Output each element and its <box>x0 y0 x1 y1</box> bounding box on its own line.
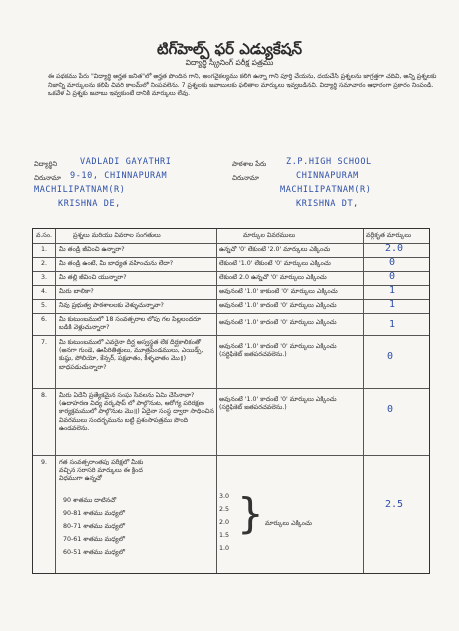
range-mark-3: 2.0 <box>219 519 230 526</box>
row-9-question: గత సంవత్సరాంతపు పరీక్షలో మీకు వచ్చిన సరాసరి మార్కులు ఈ క్రింద విధముగా ఉన్నచో <box>59 459 144 483</box>
row-9-score: 2.5 <box>385 499 404 510</box>
row-9-no: 9. <box>40 459 47 466</box>
row-6-question: మీ కుటుంబములో 18 సంవత్సరాల లోపు గల పిల్లలందరూ బడికి వెళ్లుచున్నారా? <box>59 316 202 332</box>
student-address-label: చిరునామా <box>34 174 61 182</box>
header-score: వర్గీకృత మార్కులు <box>366 232 412 239</box>
row-1-question: మీ తండ్రి జీవించి ఉన్నారా? <box>59 246 125 253</box>
row-2-question: మీ తండ్రి ఉంటే, మీ బాధ్యత వహించును లేదా? <box>59 260 174 267</box>
row-8-no: 8. <box>40 392 47 399</box>
student-address-line1: 9-10, CHINNAPURAM <box>70 171 168 181</box>
student-name-value: VADLADI GAYATHRI <box>80 157 172 167</box>
header-marks: మార్కుల వివరములు <box>243 232 296 239</box>
row-8-question: మీరు ఏదేనీ ప్రత్యేకమైన సంఘ సేవలను ఏమి చేసినావా? (ఉదాహరణ విద్య వర్కషాప్ లో పాల్గొనుట, ఆరోగ్య పరిరక్షణ కార్యక్రమములో పాల్గొనుట మొ॥) ఏదైనా సంస్థ ద్వారా సాధించిన వివరములు సందర్భమును బట్టి ప్రశంసాపత్రము పొంది ఉండవలెను. <box>59 392 214 432</box>
row-3-score: 0 <box>389 271 396 282</box>
screening-table <box>32 228 430 574</box>
row-9-marks: మార్కులు ఎక్కించు <box>265 520 312 527</box>
row-6-no: 6. <box>40 316 47 323</box>
range-3: 80-71 శాతము మధ్యలో <box>63 523 126 530</box>
row-4-no: 4. <box>40 288 47 295</box>
row-2-marks: లేకుంటే '1.0' లేకుంటే '0' మార్కులు ఎక్కించు <box>219 260 331 267</box>
row-3-question: మీ తల్లి జీవించి యున్నారా? <box>59 274 127 281</box>
row-4-score: 1 <box>389 285 396 296</box>
row-2-score: 0 <box>389 257 396 268</box>
row-5-marks: అవునంటే '1.0' కాదంటే '0' మార్కులు ఎక్కించు <box>219 302 337 309</box>
row-1-no: 1. <box>40 246 47 253</box>
instructions-paragraph: ఈ పథకము పేరు "విద్యార్థి అర్హత జనిత"లో అర్హత పొందిన గాని, అంగవైకల్యము కలిగి ఉన్నా గాని పూర్తి చేయను, దయచేసి ప్రశ్నలను జాగ్రత్తగా చదివి, అన్ని ప్రశ్నలకు నిజాన్ని మార్కులను కలిపి చివరి కాలమ్‌లో నింపవలెను. 7 ప్రశ్నలకు జవాబులకు ఫలితాల మార్కులు ఇవ్వబడినవి. విద్యార్థి సమాచారం ఆధారంగా ప్రకారం నింపండి. ఒకవేళ ఏ ప్రశ్నకు జవాబు ఇవ్వకుంటే దానికి మార్కులు లేవు. <box>48 73 437 98</box>
row-8-score: 0 <box>387 404 394 415</box>
student-address-line2: MACHILIPATNAM(R) <box>34 185 126 195</box>
school-address-line3: KRISHNA DT, <box>296 199 359 209</box>
row-7-no: 7. <box>40 339 47 346</box>
student-address-line3: KRISHNA DE, <box>58 199 121 209</box>
row-5-score: 1 <box>389 299 396 310</box>
range-2: 90-81 శాతము మధ్యలో <box>63 510 126 517</box>
range-mark-5: 1.0 <box>219 545 230 552</box>
row-3-marks: లేకుంటే 2.0 ఉన్నచో '0' మార్కులు ఎక్కించు <box>219 274 327 281</box>
form-title: టిగ్‌హెల్ప్ ఫర్ ఎడ్యుకేషన్ <box>157 40 302 58</box>
row-3-no: 3. <box>40 274 47 281</box>
grouping-brace: } <box>237 489 264 538</box>
school-name-label: పాఠశాల పేరు <box>232 160 267 168</box>
range-5: 60-51 శాతము మధ్యలో <box>63 549 126 556</box>
row-4-marks: అవునంటే '1.0' కాకుంటే '0' మార్కులు ఎక్కించు <box>219 288 338 295</box>
row-8-marks: అవునంటే '1.0' కాదంటే '0' మార్కులు ఎక్కించు (సర్టిఫికెట్ జతపరచవలెను.) <box>219 396 337 412</box>
school-address-label: చిరునామా <box>232 174 259 182</box>
school-address-line1: CHINNAPURAM <box>296 171 359 181</box>
range-mark-1: 3.0 <box>219 493 230 500</box>
range-1: 90 శాతము దాటినచో <box>63 497 117 504</box>
row-7-question: మీ కుటుంబములో ఎవరైనా దీర్ఘ అస్వస్థత లేక దీర్ఘకాలికంతో (అనగా గుండె, ఊపిరితిత్తులు, మూత్రపిండములు, ఎయిడ్స్, కుష్ఠు, పోలియో, కేన్సర్, పక్షవాతం, కీళ్ళవాతం మొ॥) బాధపడుచున్నారా? <box>59 339 204 371</box>
range-4: 70-61 శాతము మధ్యలో <box>63 536 126 543</box>
row-2-no: 2. <box>40 260 47 267</box>
school-name-value: Z.P.HIGH SCHOOL <box>286 157 372 167</box>
form-subtitle: విద్యార్థి స్క్రీనింగ్ పరీక్ష పత్రము <box>185 58 274 67</box>
row-6-marks: అవునంటే '1.0' కాదంటే '0' మార్కులు ఎక్కించు <box>219 319 337 326</box>
range-mark-2: 2.5 <box>219 506 230 513</box>
range-mark-4: 1.5 <box>219 532 230 539</box>
row-4-question: మీరు బాలికా? <box>59 288 94 295</box>
row-7-marks: అవునంటే '1.0' కాదంటే '0' మార్కులు ఎక్కించు (సర్టిఫికెట్ జతపరచవలెను.) <box>219 343 337 359</box>
row-1-score: 2.0 <box>385 243 404 254</box>
row-5-no: 5. <box>40 302 47 309</box>
school-address-line2: MACHILIPATNAM(R) <box>280 185 372 195</box>
header-question: ప్రశ్నలు మరియు వివరాల సంగతులు <box>73 232 161 239</box>
row-5-question: నీవు ప్రభుత్వ పాఠశాలలకు వెళ్ళుచున్నావా? <box>59 302 164 309</box>
row-6-score: 1 <box>389 319 396 330</box>
header-serial: వ.సం. <box>35 232 53 239</box>
student-name-label: విద్యార్థిని <box>34 160 58 168</box>
row-1-marks: ఉన్నచో '0' లేకుంటే '2.0' మార్కులు ఎక్కించు <box>219 246 331 253</box>
row-7-score: 0 <box>387 351 394 362</box>
